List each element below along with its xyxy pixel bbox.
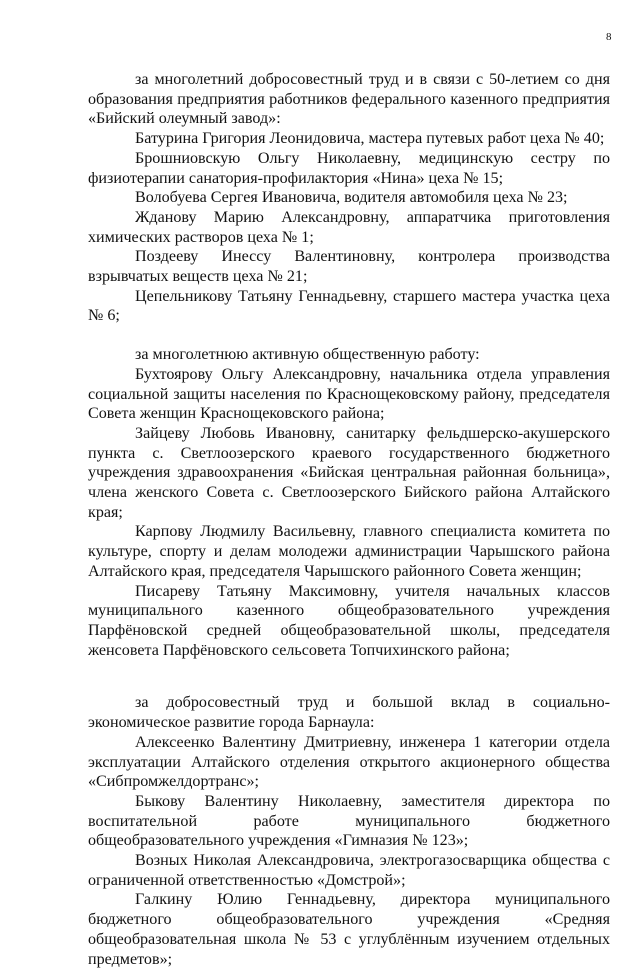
award-entry: Галкину Юлию Геннадьевну, директора муниципального бюджетного общеобразовательного учреждения «Средняя общеобразовательная школа № 53 с углублённым изучением отдельных предметов»; — [88, 891, 610, 968]
award-entry: Карпову Людмилу Васильевну, главного специалиста комитета по культуре, спорту и делам молодежи администрации Чарышского района Алтайского края, председателя Чарышского районного Совета женщин; — [88, 523, 610, 580]
section-intro: за многолетний добросовестный труд и в связи с 50-летием со дня образования предприятия работников федерального казенного предприятия «Бийский олеумный завод»: — [88, 71, 610, 128]
award-entry: Батурина Григория Леонидовича, мастера путевых работ цеха № 40; — [135, 130, 605, 148]
award-entry: Брошниовскую Ольгу Николаевну, медицинскую сестру по физиотерапии санатория-профилактория «Нина» цеха № 15; — [88, 149, 610, 187]
page-number: 8 — [606, 31, 612, 43]
award-entry: Поздееву Инессу Валентиновну, контролера производства взрывчатых веществ цеха № 21; — [88, 248, 610, 286]
award-section-barnaul-development — [88, 693, 610, 969]
section-intro: за многолетнюю активную общественную работу: — [135, 346, 480, 364]
award-entry: Возных Николая Александровича, электрогазосварщика общества с ограниченной ответственностью «Домстрой»; — [88, 852, 610, 889]
award-entry: Писареву Татьяну Максимовну, учителя начальных классов муниципального казенного общеобразовательного учреждения Парфёновской средней общеобразовательной школы, председателя женсовета Парфёновского сельсовета Топчихинского района; — [88, 582, 610, 659]
award-entry: Цепельникову Татьяну Геннадьевну, старшего мастера участка цеха № 6; — [88, 287, 610, 325]
award-entry: Зайцеву Любовь Ивановну, санитарку фельдшерско-акушерского пункта с. Светлоозерского краевого государственного бюджетного учреждения здравоохранения «Бийская центральная районная больница», члена женского Совета с. Светлоозерского Бийского района Алтайского края; — [88, 424, 610, 521]
award-entry: Жданову Марию Александровну, аппаратчика приготовления химических растворов цеха № 1; — [88, 208, 610, 246]
award-section-public-work — [88, 345, 610, 660]
award-entry: Бухтоярову Ольгу Александровну, начальника отдела управления социальной защиты населения по Краснощековскому району, председателя Совета женщин Краснощековского района; — [88, 365, 610, 423]
section-intro: за добросовестный труд и большой вклад в социально-экономическое развитие города Барнаула: — [88, 694, 610, 732]
award-entry: Быкову Валентину Николаевну, заместителя директора по воспитательной работе муниципального бюджетного общеобразовательного учреждения «Гимназия № 123»; — [88, 792, 610, 850]
document-body — [88, 70, 610, 969]
award-entry: Алексеенко Валентину Дмитриевну, инженера 1 категории отдела эксплуатации Алтайского отделения открытого акционерного общества «Сибпромжелдортранс»; — [88, 733, 610, 791]
award-entry: Волобуева Сергея Ивановича, водителя автомобиля цеха № 23; — [135, 189, 568, 207]
award-section-plant-anniversary — [88, 70, 610, 326]
